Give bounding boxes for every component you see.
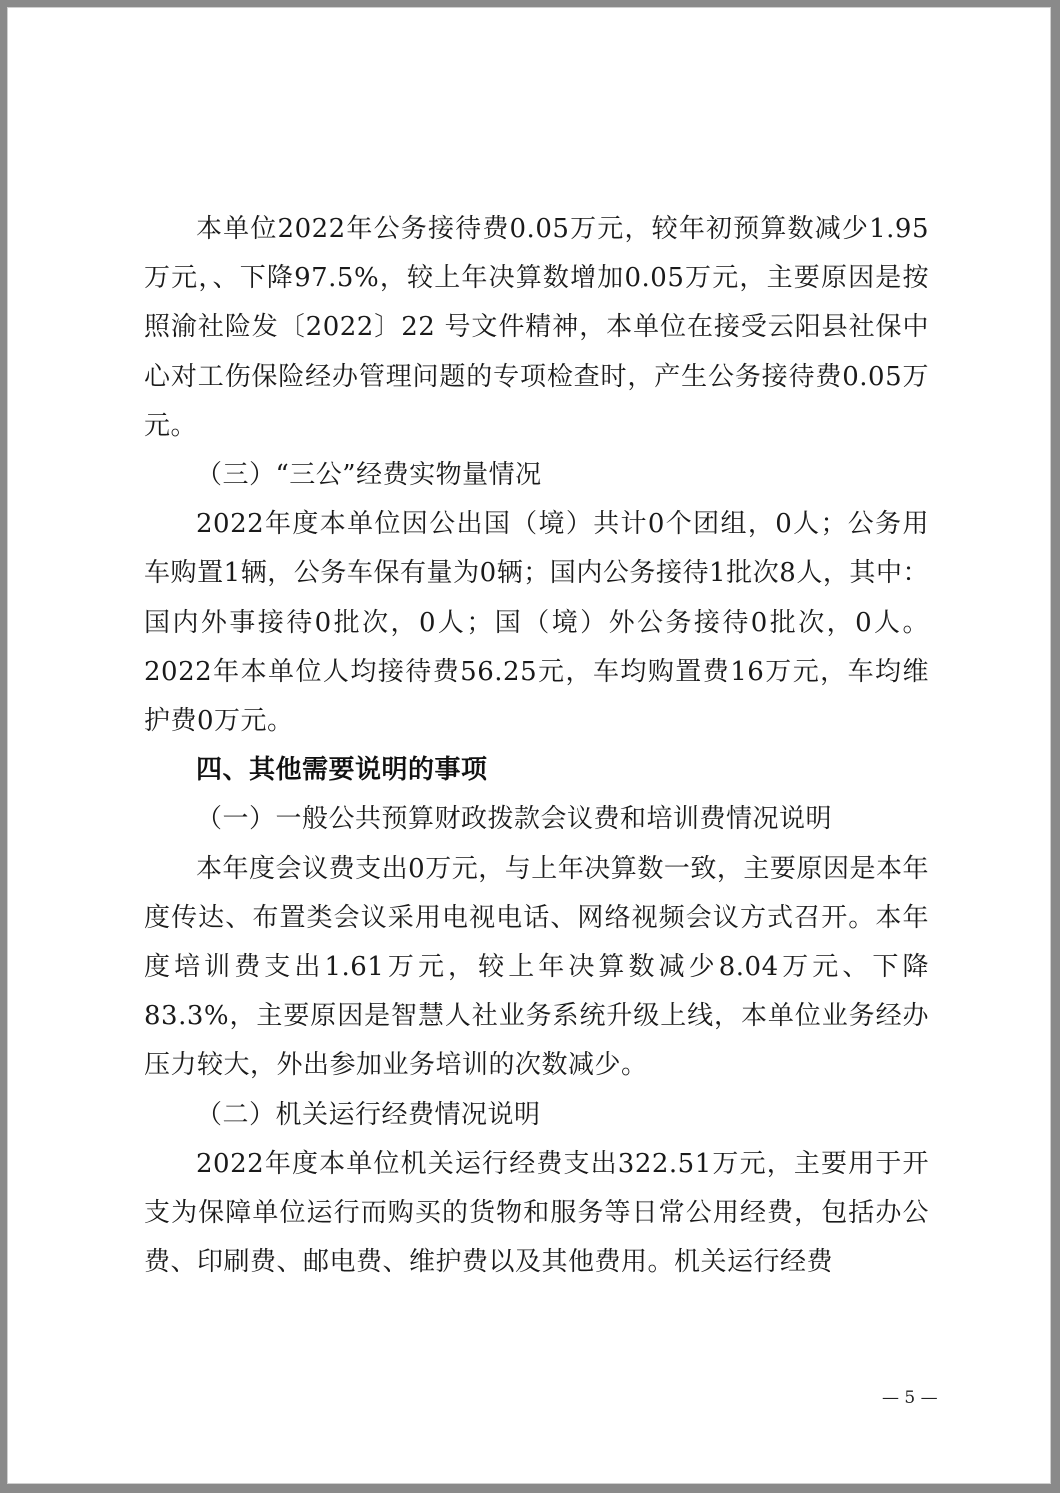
subheading-operating-expense: （二）机关运行经费情况说明	[196, 1099, 541, 1130]
paragraph-physical-quantity: 2022年度本单位因公出国（境）共计0个团组，0人；公务用车购置1辆，公务车保有量为0辆；国内公务接待1批次8人，其中：国内外事接待0批次，0人；国（境）外公务接待0批次，0人。2022年本单位人均接待费56.25元，车均购置费16万元，车均维护费0万元。	[144, 509, 929, 737]
subheading-three-public-quantity: （三）“三公”经费实物量情况	[196, 460, 542, 491]
section-heading-other-matters: 四、其他需要说明的事项	[196, 755, 488, 786]
paragraph-operating-expense: 2022年度本单位机关运行经费支出322.51万元，主要用于开支为保障单位运行而购买的货物和服务等日常公用经费，包括办公费、印刷费、邮电费、维护费以及其他费用。机关运行经费	[144, 1148, 929, 1278]
document-page	[7, 7, 1051, 1484]
subheading-meeting-training: （一）一般公共预算财政拨款会议费和培训费情况说明	[196, 804, 833, 835]
paragraph-meeting-training: 本年度会议费支出0万元，与上年决算数一致，主要原因是本年度传达、布置类会议采用电视电话、网络视频会议方式召开。本年度培训费支出1.61万元，较上年决算数减少8.04万元、下降83.3%，主要原因是智慧人社业务系统升级上线，本单位业务经办压力较大，外出参加业务培训的次数减少。	[144, 853, 929, 1081]
page-number: — 5 —	[882, 1388, 938, 1408]
paragraph-reception-expense: 本单位2022年公务接待费0.05万元，较年初预算数减少1.95万元，、下降97.5%，较上年决算数增加0.05万元，主要原因是按照渝社险发〔2022〕22 号文件精神，本单位在接受云阳县社保中心对工伤保险经办管理问题的专项检查时，产生公务接待费0.05万元。	[144, 214, 929, 441]
page-body	[144, 205, 929, 1287]
